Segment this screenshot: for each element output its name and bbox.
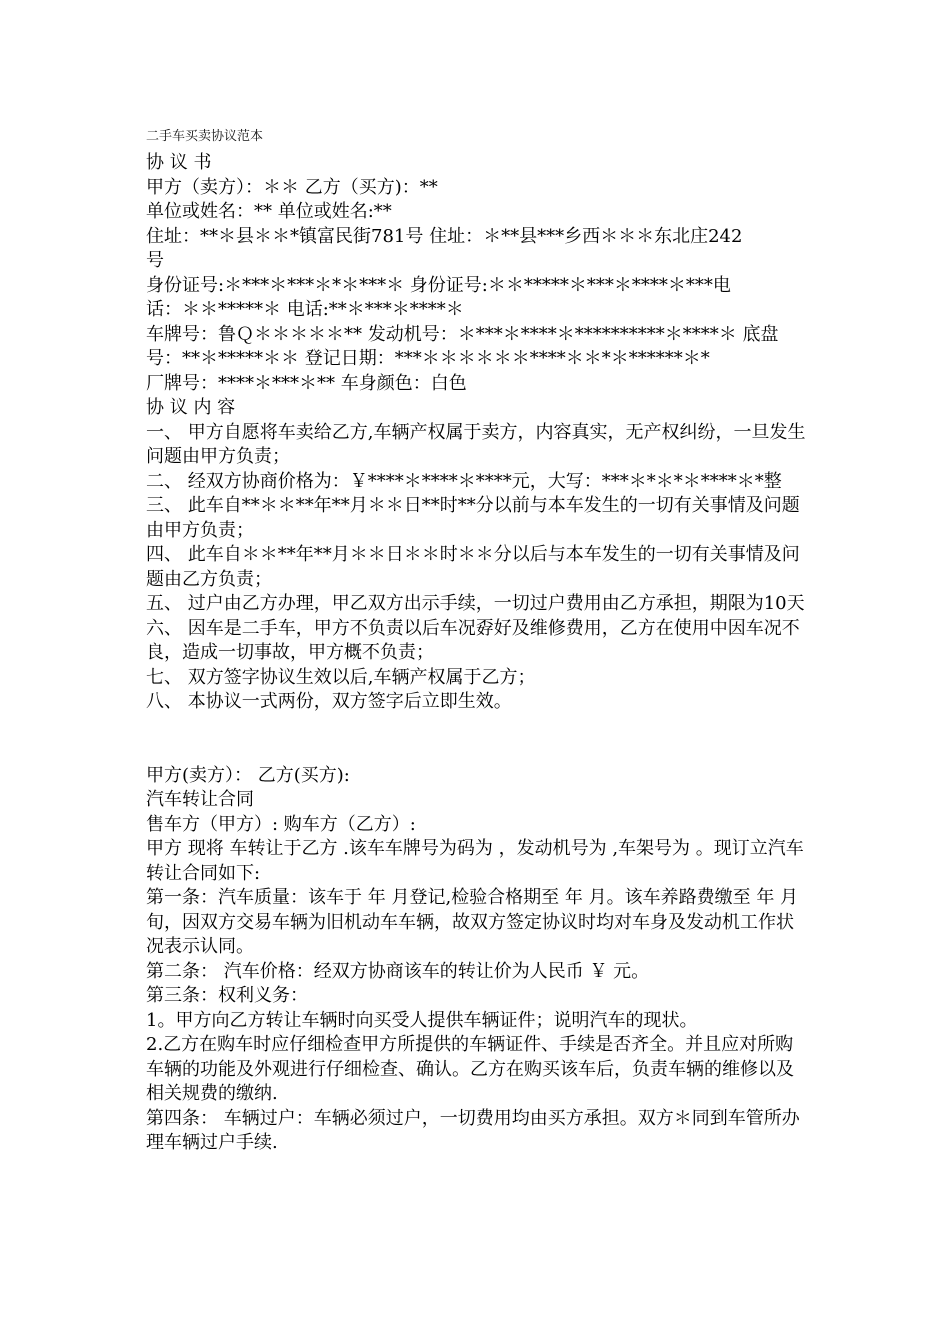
- document-title: 二手车买卖协议范本: [146, 129, 264, 144]
- contract-paragraph-intro: 甲方 现将 车转让于乙方 .该车车牌号为码为 ，发动机号为 ,车架号为 。现订立汽车转让合同如下:: [146, 838, 804, 884]
- article-4-transfer: 第四条： 车辆过户：车辆必须过户，一切费用均由买方承担。双方＊同到车管所办理车辆过户手续.: [146, 1107, 800, 1153]
- content-heading: 协 议 内 容: [146, 397, 236, 418]
- article-3-heading: 第三条：权利义务：: [146, 985, 308, 1006]
- document-page: [146, 125, 811, 1156]
- article-3-item-1: 1。甲方向乙方转让车辆时向买受人提供车辆证件；说明汽车的现状。: [146, 1009, 698, 1031]
- clause-6: 六、 因车是二手车，甲方不负责以后车况孬好及维修费用，乙方在使用中因车况不良，造成一切事故，甲方概不负责；: [146, 617, 800, 663]
- agreement-heading: 协 议 书: [146, 152, 212, 173]
- clause-3: 三、 此车自**＊＊**年**月＊＊日**时**分以前与本车发生的一切有关事情及问题由甲方负责；: [146, 495, 800, 541]
- contract-parties: 售车方（甲方）: 购车方（乙方）:: [146, 813, 416, 835]
- clause-7: 七、 双方签字协议生效以后,车辆产权属于乙方；: [146, 666, 536, 688]
- factory-line: 厂牌号：****＊***＊** 车身颜色：白色: [146, 372, 467, 394]
- clause-4: 四、 此车自＊＊**年**月＊＊日＊＊时＊＊分以后与本车发生的一切有关事情及问题由乙方负责；: [146, 544, 800, 590]
- clause-5: 五、 过户由乙方办理，甲乙双方出示手续，一切过户费用由乙方承担，期限为10天: [146, 593, 805, 614]
- spacer: [146, 715, 811, 764]
- clause-2: 二、 经双方协商价格为：￥****＊****＊****元，大写：***＊*＊*＊****＊*整: [146, 470, 782, 492]
- clause-1: 一、 甲方自愿将车卖给乙方,车辆产权属于卖方，内容真实，无产权纠纷，一旦发生问题由甲方负责；: [146, 421, 806, 467]
- phone-line: 话：＊＊*****＊ 电话:**＊***＊****＊: [146, 299, 464, 320]
- signature-line: 甲方(卖方）： 乙方(买方):: [146, 764, 350, 786]
- id-line: 身份证号:＊***＊***＊*＊***＊ 身份证号:＊＊*****＊***＊****＊***电: [146, 274, 731, 296]
- contract-title: 汽车转让合同: [146, 789, 254, 810]
- article-3-item-2: 2.乙方在购车时应仔细检查甲方所提供的车辆证件、手续是否齐全。并且应对所购车辆的功能及外观进行仔细检查、确认。乙方在购买该车后，负责车辆的维修以及相关规费的缴纳.: [146, 1034, 794, 1104]
- address-line-cont: 号: [146, 250, 164, 271]
- parties-line: 甲方（卖方）：＊＊ 乙方（买方)：**: [146, 176, 438, 198]
- article-2-price: 第二条： 汽车价格：经双方协商该车的转让价为人民币 ￥ 元。: [146, 960, 650, 982]
- unit-line: 单位或姓名：** 单位或姓名:**: [146, 201, 392, 222]
- article-1-quality: 第一条：汽车质量：该车于 年 月登记,检验合格期至 年 月。该车养路费缴至 年 月 旬，因双方交易车辆为旧机动车车辆，故双方签定协议时均对车身及发动机工作状况表示认同。: [146, 887, 799, 957]
- plate-line: 车牌号：鲁Ｑ＊＊＊＊＊** 发动机号：＊***＊****＊**********＊****＊ 底盘: [146, 323, 779, 345]
- address-line: 住址：**＊县＊＊*镇富民街781号 住址：＊**县***乡西＊＊＊东北庄242: [146, 225, 743, 247]
- clause-8: 八、 本协议一式两份，双方签字后立即生效。: [146, 691, 512, 712]
- chassis-line: 号：**＊*****＊＊ 登记日期：***＊＊＊＊＊＊****＊＊*＊******＊*: [146, 348, 710, 369]
